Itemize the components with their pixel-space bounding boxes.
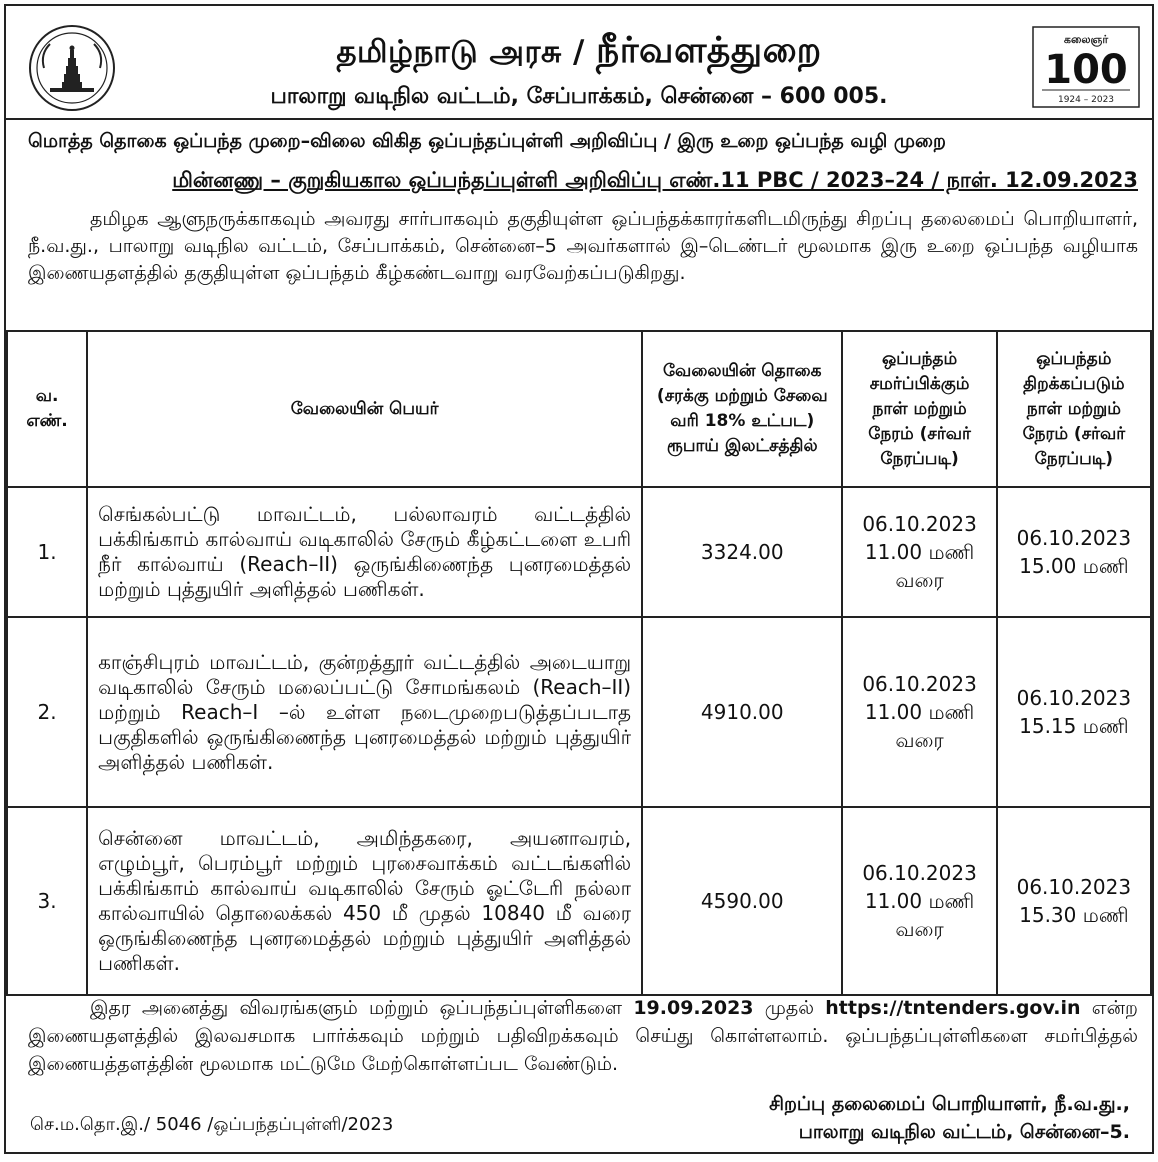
opening-date: 06.10.2023 xyxy=(1016,875,1132,899)
row-sno: 3. xyxy=(7,807,87,995)
tender-table xyxy=(6,330,1152,996)
submission-date: 06.10.2023 xyxy=(862,861,977,885)
row-submission xyxy=(842,617,996,807)
department-name: நீர்வளத்துறை xyxy=(596,30,822,71)
badge-years: 1924 – 2023 xyxy=(1057,95,1115,105)
header-title-prefix: தமிழ்நாடு அரசு / xyxy=(336,34,597,70)
submission-time: 11.00 மணி xyxy=(864,889,975,913)
tender-website-link[interactable]: https://tntenders.gov.in xyxy=(825,997,1081,1019)
row-submission xyxy=(842,807,996,995)
row-work-name: சென்னை மாவட்டம், அமிந்தகரை, அயனாவரம், எழும்பூர், பெரம்பூர் மற்றும் புரசைவாக்கம் வட்டங்களில் பக்கிங்காம் கால்வாய் வடிகாலில் சேரும் ஓட்டேரி நல்லா கால்வாயில் தொலைக்கல் 450 மீ முதல் 10840 மீ வரை ஒருங்கிணைந்த புனரமைத்தல் மற்றும் புத்துயிர் அளித்தல் பணிகள். xyxy=(87,807,642,995)
table-row xyxy=(7,487,1151,617)
submission-suffix: வரை xyxy=(895,917,944,941)
signatory-title: சிறப்பு தலைமைப் பொறியாளர், நீ.வ.து., xyxy=(769,1093,1130,1115)
notice-header xyxy=(6,6,1152,120)
submission-time: 11.00 மணி xyxy=(864,700,975,724)
table-row xyxy=(7,807,1151,995)
row-work-name: செங்கல்பட்டு மாவட்டம், பல்லாவரம் வட்டத்தில் பக்கிங்காம் கால்வாய் வடிகாலில் சேரும் கீழ்கட்டளை உபரி நீர் கால்வாய் (Reach–II) ஒருங்கிணைந்த புனரமைத்தல் மற்றும் புத்துயிர் அளித்தல் பணிகள். xyxy=(87,487,642,617)
row-amount: 4590.00 xyxy=(642,807,842,995)
submission-suffix: வரை xyxy=(895,568,944,592)
signature-block xyxy=(769,1090,1130,1146)
header-submission: ஒப்பந்தம் சமர்ப்பிக்கும் நாள் மற்றும் நேரம் (சர்வர் நேரப்படி) xyxy=(842,331,996,487)
notice-type-line: மொத்த தொகை ஒப்பந்த முறை–விலை விகித ஒப்பந்தப்புள்ளி அறிவிப்பு / இரு உறை ஒப்பந்த வழி முறை xyxy=(28,130,946,152)
badge-top-text: கலைஞர் xyxy=(1063,33,1109,46)
row-amount: 3324.00 xyxy=(642,487,842,617)
submission-time: 11.00 மணி xyxy=(864,540,975,564)
reference-number: செ.ம.தொ.இ./ 5046 /ஒப்பந்தப்புள்ளி/2023 xyxy=(30,1114,394,1135)
header-work-name: வேலையின் பெயர் xyxy=(87,331,642,487)
opening-date: 06.10.2023 xyxy=(1016,686,1132,710)
header-sno: வ. எண். xyxy=(7,331,87,487)
row-opening xyxy=(997,807,1151,995)
footer-start-date: 19.09.2023 xyxy=(633,997,754,1019)
footer-text-a: இதர அனைத்து விவரங்களும் மற்றும் ஒப்பந்தப்புள்ளிகளை xyxy=(90,997,634,1019)
header-address: பாலாறு வடிநில வட்டம், சேப்பாக்கம், சென்னை – 600 005. xyxy=(270,84,888,109)
badge-number: 100 xyxy=(1044,47,1128,93)
signatory-office: பாலாறு வடிநில வட்டம், சென்னை–5. xyxy=(798,1121,1130,1143)
opening-time: 15.30 மணி xyxy=(1019,903,1129,927)
kalaignar-100-badge xyxy=(1032,26,1140,108)
row-amount: 4910.00 xyxy=(642,617,842,807)
header-opening: ஒப்பந்தம் திறக்கப்படும் நாள் மற்றும் நேரம் (சர்வர் நேரப்படி) xyxy=(997,331,1151,487)
row-sno: 1. xyxy=(7,487,87,617)
row-opening xyxy=(997,617,1151,807)
notice-number-line: மின்னணு – குறுகியகால ஒப்பந்தப்புள்ளி அறிவிப்பு எண்.11 PBC / 2023–24 / நாள். 12.09.2023 xyxy=(172,168,1138,192)
submission-date: 06.10.2023 xyxy=(862,672,977,696)
footer-paragraph xyxy=(28,994,1138,1078)
opening-time: 15.00 மணி xyxy=(1019,554,1129,578)
row-work-name: காஞ்சிபுரம் மாவட்டம், குன்றத்தூர் வட்டத்தில் அடையாறு வடிகாலில் சேரும் மலைப்பட்டு சோமங்கலம் (Reach–II) மற்றும் Reach–I –ல் உள்ள நடைமுறைபடுத்தப்படாத பகுதிகளில் ஒருங்கிணைந்த புனரமைத்தல் மற்றும் புத்துயிர் அளித்தல் பணிகள். xyxy=(87,617,642,807)
opening-date: 06.10.2023 xyxy=(1016,526,1132,550)
header-amount: வேலையின் தொகை (சரக்கு மற்றும் சேவை வரி 18% உட்பட) ரூபாய் இலட்சத்தில் xyxy=(642,331,842,487)
table-row xyxy=(7,617,1151,807)
opening-time: 15.15 மணி xyxy=(1019,714,1129,738)
submission-date: 06.10.2023 xyxy=(862,512,977,536)
submission-suffix: வரை xyxy=(895,728,944,752)
footer-text-b: முதல் xyxy=(753,997,826,1019)
row-opening xyxy=(997,487,1151,617)
footer-text-c: என்ற இணையதளத்தில் இலவசமாக பார்க்கவும் மற்றும் பதிவிறக்கவும் செய்து கொள்ளலாம். ஒப்பந்தப்புள்ளிகளை சமர்பித்தல் இணையத்தளத்தின் மூலமாக மட்டுமே மேற்கொள்ளப்பட வேண்டும். xyxy=(28,997,1138,1075)
header-title xyxy=(6,30,1152,76)
table-header-row xyxy=(7,331,1151,487)
tender-notice-page xyxy=(4,4,1154,1154)
intro-paragraph: தமிழக ஆளுநருக்காகவும் அவரது சார்பாகவும் தகுதியுள்ள ஒப்பந்தக்காரர்களிடமிருந்து சிறப்பு தலைமைப் பொறியாளர், நீ.வ.து., பாலாறு வடிநில வட்டம், சேப்பாக்கம், சென்னை–5 அவர்களால் இ–டெண்டர் மூலமாக இரு உறை ஒப்பந்த வழியாக இணையதளத்தில் தகுதியுள்ள ஒப்பந்தம் கீழ்கண்டவாறு வரவேற்கப்படுகிறது. xyxy=(28,208,1138,284)
row-sno: 2. xyxy=(7,617,87,807)
row-submission xyxy=(842,487,996,617)
